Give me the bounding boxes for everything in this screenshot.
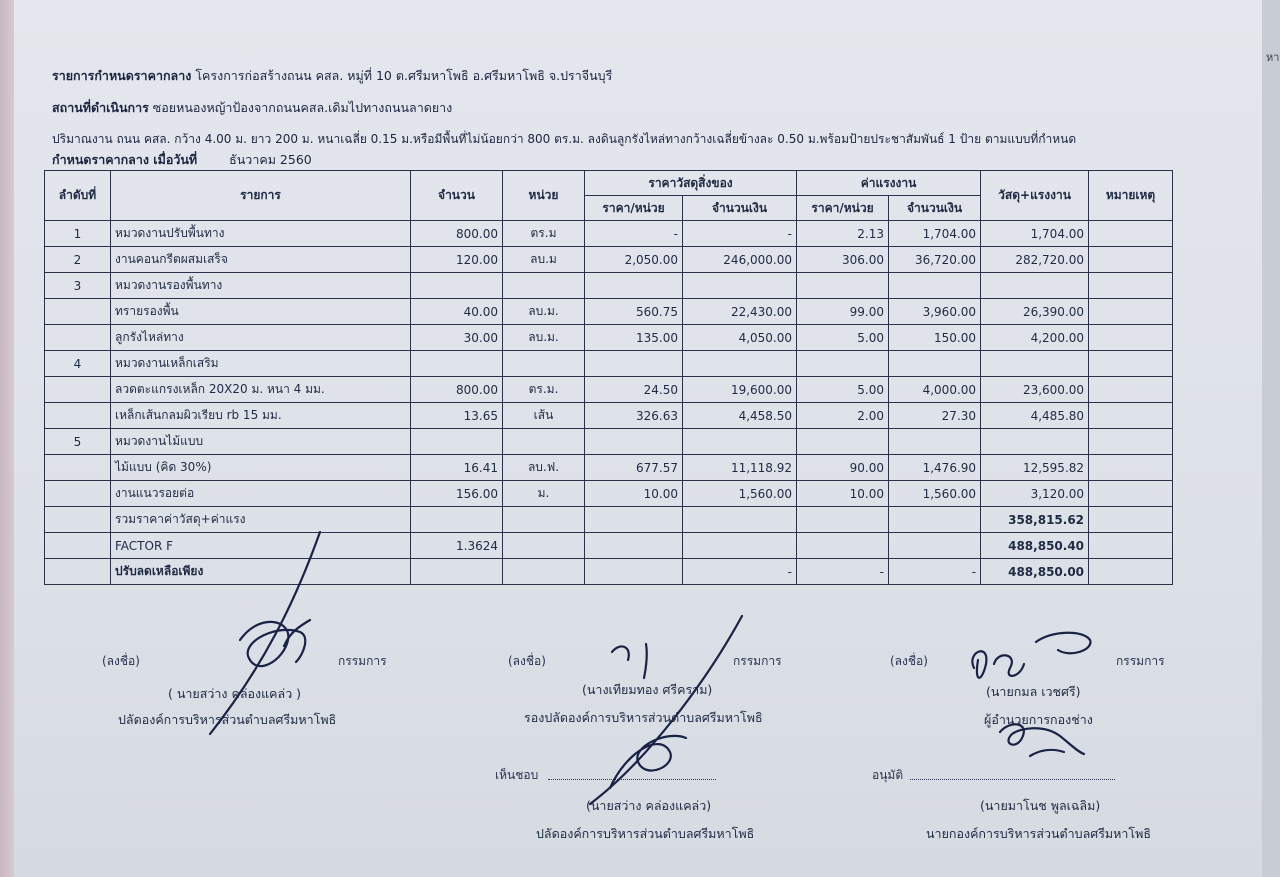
cell-unit: ม. — [503, 481, 585, 507]
cell-material-price: 326.63 — [585, 403, 683, 429]
signer-2-position: รองปลัดองค์การบริหารส่วนตำบลศรีมหาโพธิ — [524, 710, 763, 725]
signer-5-name: (นายมาโนช พูลเฉลิม) — [980, 798, 1101, 813]
cell-labor-amount: 3,960.00 — [889, 299, 981, 325]
cell-material-amount — [683, 533, 797, 559]
signer-5-position: นายกองค์การบริหารส่วนตำบลศรีมหาโพธิ — [926, 826, 1152, 841]
cell-seq — [45, 481, 111, 507]
cell-material-price: 135.00 — [585, 325, 683, 351]
col-header-qty: จำนวน — [411, 171, 503, 221]
table-row — [45, 325, 1173, 351]
cell-labor-price: 2.00 — [797, 403, 889, 429]
summary-final-dash-3: - — [889, 559, 981, 585]
cell-seq — [45, 377, 111, 403]
cell-item: ไม้แบบ (คิด 30%) — [111, 455, 411, 481]
cell-total: 3,120.00 — [981, 481, 1089, 507]
cell-labor-price: 90.00 — [797, 455, 889, 481]
col-header-labor-amount: จำนวนเงิน — [889, 196, 981, 221]
cell-qty — [411, 273, 503, 299]
cell-labor-amount — [889, 351, 981, 377]
cell-qty: 30.00 — [411, 325, 503, 351]
signer-3-position: ผู้อำนวยการกองช่าง — [984, 712, 1093, 727]
header-line-location — [52, 98, 452, 118]
cell-remark — [1089, 533, 1173, 559]
cell-unit: เส้น — [503, 403, 585, 429]
cell-labor-amount — [889, 507, 981, 533]
cell-labor-price: 5.00 — [797, 325, 889, 351]
cell-unit: ลบ.ม. — [503, 325, 585, 351]
header-line-date — [52, 150, 312, 170]
cell-unit: ลบ.ม — [503, 247, 585, 273]
signature-3-handwriting — [960, 624, 1100, 788]
sign-label-3: (ลงชื่อ) — [890, 654, 928, 668]
cell-unit: ตร.ม — [503, 221, 585, 247]
cell-labor-price: 5.00 — [797, 377, 889, 403]
cell-remark — [1089, 247, 1173, 273]
cell-unit — [503, 533, 585, 559]
table-row — [45, 273, 1173, 299]
cell-labor-amount: 1,704.00 — [889, 221, 981, 247]
header-project-text: โครงการก่อสร้างถนน คสล. หมู่ที่ 10 ต.ศรีมหาโพธิ อ.ศรีมหาโพธิ จ.ปราจีนบุรี — [195, 68, 613, 83]
table-row — [45, 403, 1173, 429]
cell-unit — [503, 429, 585, 455]
cell-material-amount — [683, 273, 797, 299]
signature-2-handwriting — [586, 612, 746, 808]
col-header-unit: หน่วย — [503, 171, 585, 221]
cell-item: งานคอนกรีตผสมเสร็จ — [111, 247, 411, 273]
cell-labor-amount: 36,720.00 — [889, 247, 981, 273]
summary-sum-label: รวมราคาค่าวัสดุ+ค่าแรง — [111, 507, 411, 533]
cell-material-price: - — [585, 221, 683, 247]
cell-qty: 800.00 — [411, 221, 503, 247]
cell-total: 4,485.80 — [981, 403, 1089, 429]
cell-qty: 13.65 — [411, 403, 503, 429]
table-row — [45, 221, 1173, 247]
summary-sum-total: 358,815.62 — [981, 507, 1089, 533]
cell-item: งานแนวรอยต่อ — [111, 481, 411, 507]
cell-total: 23,600.00 — [981, 377, 1089, 403]
col-header-material-amount: จำนวนเงิน — [683, 196, 797, 221]
cell-material-price: 10.00 — [585, 481, 683, 507]
header-location-text: ซอยหนองหญ้าป้องจากถนนคสล.เดิมไปทางถนนลาดยาง — [152, 100, 453, 115]
table-row — [45, 429, 1173, 455]
cell-seq — [45, 559, 111, 585]
col-header-item: รายการ — [111, 171, 411, 221]
committee-label-3: กรรมการ — [1116, 654, 1165, 668]
cell-material-amount: 11,118.92 — [683, 455, 797, 481]
cell-remark — [1089, 429, 1173, 455]
cell-unit — [503, 559, 585, 585]
cell-material-amount — [683, 429, 797, 455]
cell-material-amount: 246,000.00 — [683, 247, 797, 273]
cell-material-amount: 4,050.00 — [683, 325, 797, 351]
signer-1-name: ( นายสว่าง คล่องแคล่ว ) — [168, 686, 302, 701]
cell-material-amount: 19,600.00 — [683, 377, 797, 403]
committee-label-2: กรรมการ — [733, 654, 782, 668]
cell-seq: 5 — [45, 429, 111, 455]
cell-labor-price: 2.13 — [797, 221, 889, 247]
cell-remark — [1089, 273, 1173, 299]
cell-remark — [1089, 377, 1173, 403]
cell-qty: 120.00 — [411, 247, 503, 273]
approve-label: อนุมัติ — [872, 768, 904, 782]
cell-labor-amount: 150.00 — [889, 325, 981, 351]
header-line-project — [52, 66, 612, 86]
cell-material-amount: 1,560.00 — [683, 481, 797, 507]
cell-remark — [1089, 559, 1173, 585]
cell-seq — [45, 299, 111, 325]
cell-seq: 3 — [45, 273, 111, 299]
cell-remark — [1089, 299, 1173, 325]
header-line-scope: ปริมาณงาน ถนน คสล. กว้าง 4.00 ม. ยาว 200 ม. หนาเฉลี่ย 0.15 ม.หรือมีพื้นที่ไม่น้อยกว่า 800 ตร.ม. ลงดินลูกรังไหล่ทางกว้างเฉลี่ยข้างละ 0.50 ม.พร้อมป้ายประชาสัมพันธ์ 1 ป้าย ตามแบบที่กำหนด — [52, 132, 1077, 146]
cell-material-price — [585, 507, 683, 533]
cell-material-amount: - — [683, 221, 797, 247]
cell-material-amount: 22,430.00 — [683, 299, 797, 325]
cell-remark — [1089, 351, 1173, 377]
summary-factor-value: 1.3624 — [411, 533, 503, 559]
cell-qty: 800.00 — [411, 377, 503, 403]
table-row — [45, 351, 1173, 377]
cell-remark — [1089, 325, 1173, 351]
header-label-location: สถานที่ดำเนินการ — [52, 100, 149, 115]
header-label-project: รายการกำหนดราคากลาง — [52, 68, 192, 83]
cell-material-price — [585, 559, 683, 585]
cell-item: หมวดงานรองพื้นทาง — [111, 273, 411, 299]
cell-remark — [1089, 507, 1173, 533]
cell-material-price: 677.57 — [585, 455, 683, 481]
col-header-labor-price: ราคา/หน่วย — [797, 196, 889, 221]
col-header-material: ราคาวัสดุสิ่งของ — [585, 171, 797, 196]
cell-material-amount — [683, 351, 797, 377]
table-row — [45, 377, 1173, 403]
signer-3-name: (นายกมล เวชศรี) — [986, 684, 1081, 699]
cell-labor-amount: 4,000.00 — [889, 377, 981, 403]
table-row — [45, 455, 1173, 481]
cell-labor-amount: 1,560.00 — [889, 481, 981, 507]
summary-final-label: ปรับลดเหลือเพียง — [111, 559, 411, 585]
committee-label-1: กรรมการ — [338, 654, 387, 668]
signer-4-position: ปลัดองค์การบริหารส่วนตำบลศรีมหาโพธิ — [536, 826, 755, 841]
cell-labor-price — [797, 533, 889, 559]
cell-item: เหล็กเส้นกลมผิวเรียบ rb 15 มม. — [111, 403, 411, 429]
sign-label-2: (ลงชื่อ) — [508, 654, 546, 668]
cell-qty — [411, 351, 503, 377]
cell-item: หมวดงานไม้แบบ — [111, 429, 411, 455]
cell-seq — [45, 455, 111, 481]
agree-label: เห็นชอบ — [495, 768, 539, 782]
summary-final-dash-2: - — [797, 559, 889, 585]
cell-seq: 1 — [45, 221, 111, 247]
col-header-seq: ลำดับที่ — [45, 171, 111, 221]
cell-unit — [503, 507, 585, 533]
page-edge-right — [1262, 0, 1280, 877]
cell-labor-price — [797, 273, 889, 299]
cell-material-price — [585, 429, 683, 455]
cell-labor-amount: 1,476.90 — [889, 455, 981, 481]
cell-material-amount: 4,458.50 — [683, 403, 797, 429]
cell-material-price: 560.75 — [585, 299, 683, 325]
cell-labor-amount — [889, 273, 981, 299]
price-table — [44, 170, 1173, 585]
cell-remark — [1089, 455, 1173, 481]
summary-factor-label: FACTOR F — [111, 533, 411, 559]
summary-factor-total: 488,850.40 — [981, 533, 1089, 559]
cell-material-amount — [683, 507, 797, 533]
cell-labor-amount — [889, 533, 981, 559]
cell-total: 282,720.00 — [981, 247, 1089, 273]
cell-labor-price: 306.00 — [797, 247, 889, 273]
signer-1-position: ปลัดองค์การบริหารส่วนตำบลศรีมหาโพธิ — [118, 712, 337, 727]
cell-total: 4,200.00 — [981, 325, 1089, 351]
table-row — [45, 299, 1173, 325]
cell-seq — [45, 325, 111, 351]
signature-1-handwriting — [200, 528, 340, 740]
cell-total — [981, 273, 1089, 299]
cell-remark — [1089, 403, 1173, 429]
cell-item: หมวดงานเหล็กเสริม — [111, 351, 411, 377]
cell-remark — [1089, 481, 1173, 507]
col-header-remark: หมายเหตุ — [1089, 171, 1173, 221]
cell-seq: 4 — [45, 351, 111, 377]
cell-total — [981, 351, 1089, 377]
col-header-total: วัสดุ+แรงงาน — [981, 171, 1089, 221]
cell-seq — [45, 507, 111, 533]
cell-seq — [45, 403, 111, 429]
cell-qty: 156.00 — [411, 481, 503, 507]
col-header-labor: ค่าแรงงาน — [797, 171, 981, 196]
cell-labor-price: 10.00 — [797, 481, 889, 507]
cell-qty: 40.00 — [411, 299, 503, 325]
cell-unit: ลบ.ม. — [503, 299, 585, 325]
cell-material-price: 2,050.00 — [585, 247, 683, 273]
cell-total: 1,704.00 — [981, 221, 1089, 247]
cell-remark — [1089, 221, 1173, 247]
cell-qty — [411, 559, 503, 585]
header-label-date: กำหนดราคากลาง เมื่อวันที่ — [52, 152, 198, 167]
cell-material-price — [585, 351, 683, 377]
cell-unit — [503, 351, 585, 377]
cell-material-price — [585, 273, 683, 299]
cell-labor-price — [797, 429, 889, 455]
col-header-material-price: ราคา/หน่วย — [585, 196, 683, 221]
cell-labor-price — [797, 507, 889, 533]
cell-qty — [411, 507, 503, 533]
cell-labor-price: 99.00 — [797, 299, 889, 325]
sign-label-1: (ลงชื่อ) — [102, 654, 140, 668]
table-header-row — [45, 171, 1173, 196]
edge-text: หา — [1266, 51, 1280, 64]
cell-total — [981, 429, 1089, 455]
table-row — [45, 247, 1173, 273]
cell-qty: 16.41 — [411, 455, 503, 481]
table-row — [45, 481, 1173, 507]
cell-unit: ตร.ม. — [503, 377, 585, 403]
cell-seq: 2 — [45, 247, 111, 273]
summary-final-total: 488,850.00 — [981, 559, 1089, 585]
summary-final-dash-1: - — [683, 559, 797, 585]
cell-unit: ลบ.ฟ. — [503, 455, 585, 481]
cell-total: 26,390.00 — [981, 299, 1089, 325]
cell-unit — [503, 273, 585, 299]
header-date-text: ธันวาคม 2560 — [229, 152, 312, 167]
cell-labor-price — [797, 351, 889, 377]
cell-item: หมวดงานปรับพื้นทาง — [111, 221, 411, 247]
cell-item: ทรายรองพื้น — [111, 299, 411, 325]
cell-qty — [411, 429, 503, 455]
cell-item: ลวดตะแกรงเหล็ก 20X20 ม. หนา 4 มม. — [111, 377, 411, 403]
signer-4-name: (นายสว่าง คล่องแคล่ว) — [586, 798, 712, 813]
signer-2-name: (นางเทียมทอง ศรีคราม) — [582, 682, 713, 697]
cell-material-price — [585, 533, 683, 559]
cell-labor-amount — [889, 429, 981, 455]
cell-material-price: 24.50 — [585, 377, 683, 403]
cell-item: ลูกรังไหล่ทาง — [111, 325, 411, 351]
cell-labor-amount: 27.30 — [889, 403, 981, 429]
cell-seq — [45, 533, 111, 559]
cell-total: 12,595.82 — [981, 455, 1089, 481]
